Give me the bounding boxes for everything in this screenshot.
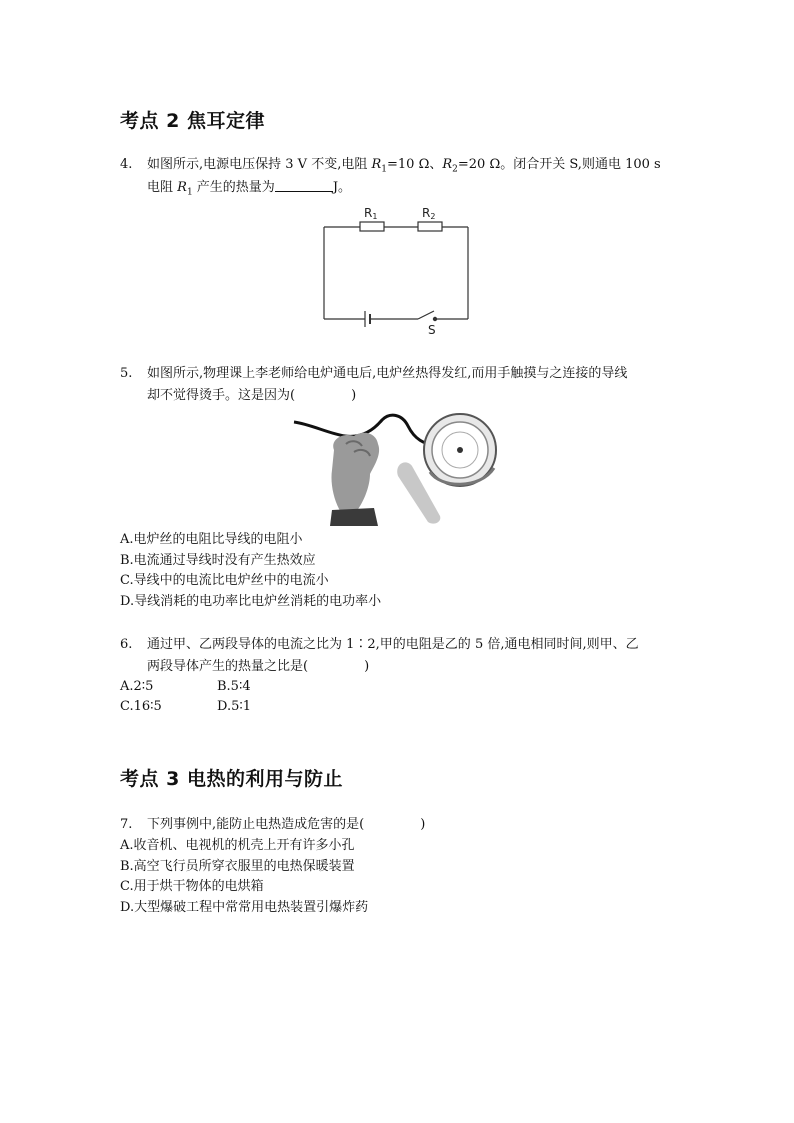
option-b[interactable]: B.高空飞行员所穿衣服里的电热保暖装置 [120, 859, 355, 874]
heater-photo [290, 410, 500, 526]
option-a[interactable]: A.电炉丝的电阻比导线的电阻小 [120, 532, 303, 547]
option-c[interactable]: C.导线中的电流比电炉丝中的电流小 [120, 573, 329, 588]
option-d[interactable]: D.大型爆破工程中常常用电热装置引爆炸药 [120, 900, 369, 915]
question-5-line-2 [147, 388, 356, 404]
section-heading: 考点 3 电热的利用与防止 [120, 768, 343, 790]
q7-text: 下列事例中,能防止电热造成危害的是( [147, 817, 365, 832]
option-d[interactable]: D.5∶1 [217, 699, 252, 714]
question-5-line-1: 如图所示,物理课上李老师给电炉通电后,电炉丝热得发红,而用手触摸与之连接的导线 [147, 366, 628, 381]
q4-text: =20 Ω。闭合开关 S,则通电 100 s [457, 157, 661, 172]
option-b[interactable]: B.5∶4 [217, 679, 251, 694]
option-d[interactable]: D.导线消耗的电功率比电炉丝消耗的电功率小 [120, 594, 382, 609]
r1-symbol: R [177, 180, 187, 195]
r1-subscript: 1 [381, 164, 387, 175]
option-c[interactable]: C.用于烘干物体的电烘箱 [120, 879, 264, 894]
r2-label: R2 [422, 206, 436, 221]
switch-contact [433, 317, 436, 320]
q6-text: ) [364, 659, 370, 674]
question-number: 6. [120, 637, 133, 652]
r1-label: R1 [364, 206, 378, 221]
q4-text: J。 [332, 180, 352, 195]
switch-lever [418, 311, 434, 319]
question-7-line-1 [147, 817, 425, 833]
question-6-line-1: 通过甲、乙两段导体的电流之比为 1∶2,甲的电阻是乙的 5 倍,通电相同时间,则甲、乙 [147, 637, 639, 652]
question-6-line-2 [147, 659, 369, 675]
resistor-r2 [418, 222, 442, 231]
q5-text: ) [351, 388, 357, 403]
r2-symbol: R [442, 157, 453, 172]
option-b[interactable]: B.电流通过导线时没有产生热效应 [120, 553, 316, 568]
circuit-diagram [310, 198, 480, 338]
option-a[interactable]: A.收音机、电视机的机壳上开有许多小孔 [120, 838, 355, 853]
q4-text: =10 Ω、 [387, 157, 443, 172]
question-4-line-1 [147, 157, 661, 178]
q6-text: 两段导体产生的热量之比是( [147, 659, 309, 674]
q4-text: 产生的热量为 [192, 180, 275, 195]
resistor-r1 [360, 222, 384, 231]
r1-symbol: R [371, 157, 382, 172]
r1-subscript: 1 [186, 187, 193, 198]
q7-text: ) [420, 817, 426, 832]
q5-text: 却不觉得烫手。这是因为( [147, 388, 296, 403]
q4-text: 电阻 [147, 180, 178, 195]
section-heading: 考点 2 焦耳定律 [120, 110, 265, 132]
answer-blank[interactable] [275, 179, 333, 192]
option-a[interactable]: A.2∶5 [120, 679, 154, 694]
option-c[interactable]: C.16∶5 [120, 699, 162, 714]
r2-subscript: 2 [452, 164, 458, 175]
question-number: 5. [120, 366, 133, 381]
switch-label: S [428, 323, 436, 337]
q4-text: 如图所示,电源电压保持 3 V 不变,电阻 [147, 157, 372, 172]
question-number: 4. [120, 157, 133, 172]
question-number: 7. [120, 817, 133, 832]
